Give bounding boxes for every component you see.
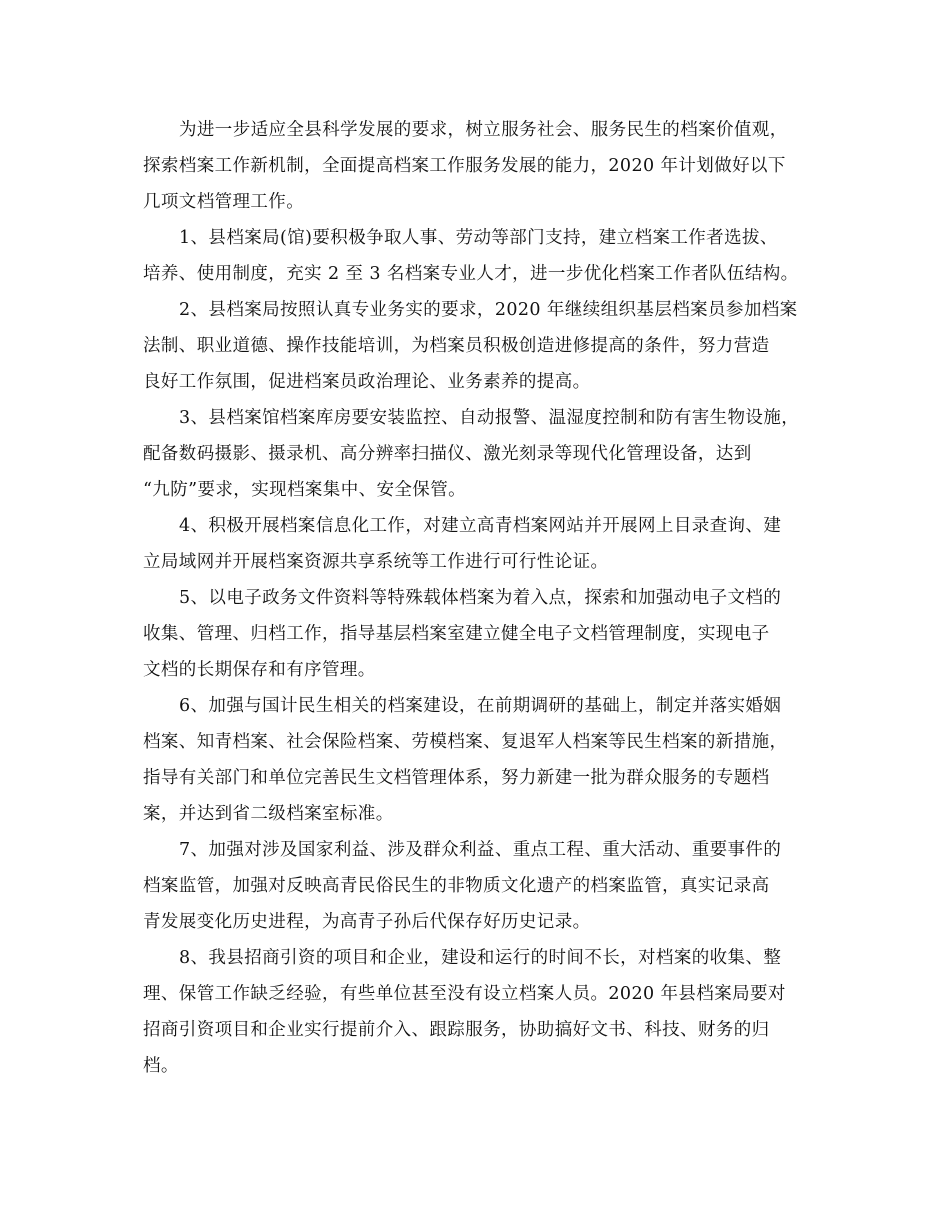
item-2-line: 法制、职业道德、操作技能培训，为档案员积极创造进修提高的条件，努力营造 (143, 336, 770, 356)
item-6-line: 档案、知青档案、社会保险档案、劳模档案、复退军人档案等民生档案的新措施， (143, 732, 788, 752)
item-2-line: 良好工作氛围，促进档案员政治理论、业务素养的提高。 (143, 372, 591, 392)
item-4-line: 4、积极开展档案信息化工作，对建立高青档案网站并开展网上目录查询、建 (179, 516, 782, 536)
document-body (143, 112, 815, 1084)
item-3-line: “九防”要求，实现档案集中、安全保管。 (143, 480, 466, 500)
item-4-line: 立局域网并开展档案资源共享系统等工作进行可行性论证。 (143, 552, 609, 572)
item-7-line: 青发展变化历史进程，为高青子孙后代保存好历史记录。 (143, 912, 591, 932)
item-5-line: 5、以电子政务文件资料等特殊载体档案为着入点，探索和加强动电子文档的 (179, 588, 782, 608)
item-6-line: 指导有关部门和单位完善民生文档管理体系，努力新建一批为群众服务的专题档 (143, 768, 770, 788)
item-1-line: 培养、使用制度，充实 2 至 3 名档案专业人才，进一步优化档案工作者队伍结构。 (143, 264, 799, 284)
item-1-line: 1、县档案局(馆)要积极争取人事、劳动等部门支持，建立档案工作者选拔、 (179, 228, 778, 248)
item-8-line: 理、保管工作缺乏经验，有些单位甚至没有设立档案人员。2020 年县档案局要对 (143, 984, 786, 1004)
item-6-line: 6、加强与国计民生相关的档案建设，在前期调研的基础上，制定并落实婚姻 (179, 696, 782, 716)
item-6-line: 案，并达到省二级档案室标准。 (143, 804, 394, 824)
item-8-line: 招商引资项目和企业实行提前介入、跟踪服务，协助搞好文书、科技、财务的归 (143, 1020, 770, 1040)
item-7-line: 档案监管，加强对反映高青民俗民生的非物质文化遗产的档案监管，真实记录高 (143, 876, 770, 896)
item-8-line: 8、我县招商引资的项目和企业，建设和运行的时间不长，对档案的收集、整 (179, 948, 782, 968)
item-7-line: 7、加强对涉及国家利益、涉及群众利益、重点工程、重大活动、重要事件的 (179, 840, 782, 860)
intro-paragraph-line: 为进一步适应全县科学发展的要求，树立服务社会、服务民生的档案价值观， (179, 120, 788, 140)
intro-paragraph-line: 几项文档管理工作。 (143, 192, 305, 212)
item-3-line: 配备数码摄影、摄录机、高分辨率扫描仪、激光刻录等现代化管理设备，达到 (143, 444, 752, 464)
item-8-line: 档。 (143, 1056, 179, 1076)
intro-paragraph-line: 探索档案工作新机制，全面提高档案工作服务发展的能力，2020 年计划做好以下 (143, 156, 786, 176)
item-5-line: 文档的长期保存和有序管理。 (143, 660, 376, 680)
item-3-line: 3、县档案馆档案库房要安装监控、自动报警、温湿度控制和防有害生物设施， (179, 408, 800, 428)
item-2-line: 2、县档案局按照认真专业务实的要求，2020 年继续组织基层档案员参加档案 (179, 300, 798, 320)
item-5-line: 收集、管理、归档工作，指导基层档案室建立健全电子文档管理制度，实现电子 (143, 624, 770, 644)
